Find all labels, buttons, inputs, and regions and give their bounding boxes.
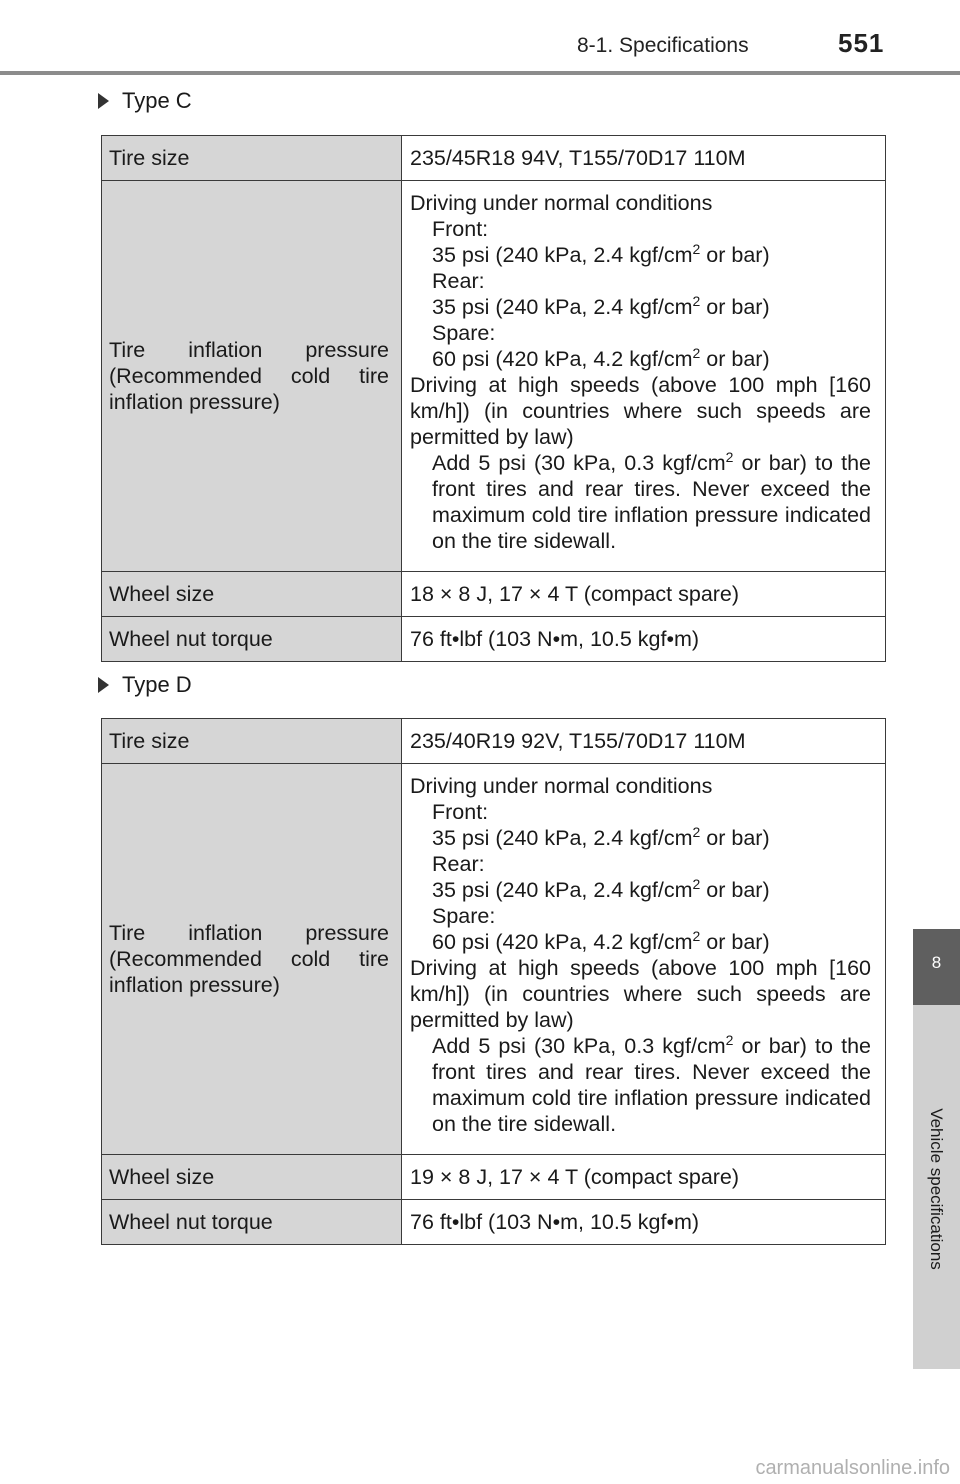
spare-value	[410, 346, 871, 372]
section-heading-text: Type C	[122, 88, 192, 113]
tire-size-label: Tire size	[102, 136, 402, 181]
table-row-wheel-size	[102, 1155, 886, 1200]
tire-size-label: Tire size	[102, 719, 402, 764]
tire-pressure-label: Tire inflation pressure (Recommended cold tire inflation pressure)	[102, 181, 402, 572]
high-speed-instruction	[410, 1033, 871, 1137]
spare-value-unit: or bar)	[700, 347, 770, 371]
rear-value	[410, 877, 871, 903]
spec-table-type-d	[101, 718, 886, 1245]
superscript: 2	[692, 240, 701, 257]
front-label: Front:	[432, 800, 489, 824]
normal-conditions-heading: Driving under normal conditions	[410, 191, 713, 215]
spare-value-text: 60 psi (420 kPa, 4.2 kgf/cm	[432, 930, 693, 954]
rear-label: Rear:	[432, 852, 485, 876]
front-value	[410, 825, 871, 851]
wheel-nut-torque-value: 76 ft•lbf (103 N•m, 10.5 kgf•m)	[402, 617, 886, 662]
spare-label: Spare:	[432, 904, 496, 928]
chapter-tab-top	[913, 929, 960, 1005]
section-heading-text: Type D	[122, 672, 192, 697]
rear-value-text: 35 psi (240 kPa, 2.4 kgf/cm	[432, 878, 693, 902]
superscript: 2	[692, 344, 701, 361]
chapter-side-tab	[913, 929, 960, 1369]
superscript: 2	[692, 875, 701, 892]
front-value	[410, 242, 871, 268]
spare-value-unit: or bar)	[700, 930, 770, 954]
add-text: Add 5 psi (30 kPa, 0.3 kgf/cm	[432, 451, 726, 475]
wheel-nut-torque-value: 76 ft•lbf (103 N•m, 10.5 kgf•m)	[402, 1200, 886, 1245]
site-watermark: carmanualsonline.info	[755, 1457, 950, 1479]
header-rule	[0, 71, 960, 75]
high-speed-text: Driving at high speeds (above 100 mph [160 km/h]) (in countries where such speeds are permitted by law)	[410, 956, 871, 1032]
superscript: 2	[692, 292, 701, 309]
tire-size-value: 235/40R19 92V, T155/70D17 110M	[402, 719, 886, 764]
chapter-label: Vehicle specifications	[927, 1108, 946, 1270]
rear-value-unit: or bar)	[700, 295, 770, 319]
spare-value-text: 60 psi (420 kPa, 4.2 kgf/cm	[432, 347, 693, 371]
table-row-tire-pressure	[102, 764, 886, 1155]
rear-label: Rear:	[432, 269, 485, 293]
spare-value	[410, 929, 871, 955]
normal-conditions-heading: Driving under normal conditions	[410, 774, 713, 798]
wheel-size-label: Wheel size	[102, 1155, 402, 1200]
superscript: 2	[692, 823, 701, 840]
tire-pressure-value	[402, 764, 886, 1155]
triangle-arrow-icon	[98, 677, 109, 693]
wheel-nut-torque-label: Wheel nut torque	[102, 617, 402, 662]
header-section-title: 8-1. Specifications	[577, 34, 749, 57]
front-value-unit: or bar)	[700, 826, 770, 850]
superscript: 2	[725, 1031, 734, 1048]
tire-pressure-label: Tire inflation pressure (Recommended cold tire inflation pressure)	[102, 764, 402, 1155]
tire-size-value: 235/45R18 94V, T155/70D17 110M	[402, 136, 886, 181]
rear-value-unit: or bar)	[700, 878, 770, 902]
rear-value-text: 35 psi (240 kPa, 2.4 kgf/cm	[432, 295, 693, 319]
table-row-tire-size	[102, 719, 886, 764]
page-number: 551	[838, 28, 885, 58]
high-speed-text: Driving at high speeds (above 100 mph [160 km/h]) (in countries where such speeds are permitted by law)	[410, 373, 871, 449]
superscript: 2	[692, 927, 701, 944]
add-text-rest: or bar) to the front tires and rear tires. Never exceed the maximum cold tire inflation pressure indicated on the tire sidewall.	[432, 1034, 871, 1136]
wheel-nut-torque-label: Wheel nut torque	[102, 1200, 402, 1245]
table-row-wheel-size	[102, 572, 886, 617]
front-value-unit: or bar)	[700, 243, 770, 267]
table-row-tire-pressure	[102, 181, 886, 572]
triangle-arrow-icon	[98, 93, 109, 109]
front-label: Front:	[432, 217, 489, 241]
section-heading-type-d	[98, 672, 192, 698]
table-row-wheel-nut-torque	[102, 617, 886, 662]
section-heading-type-c	[98, 88, 192, 114]
wheel-size-label: Wheel size	[102, 572, 402, 617]
add-text-rest: or bar) to the front tires and rear tires. Never exceed the maximum cold tire inflation pressure indicated on the tire sidewall.	[432, 451, 871, 553]
rear-value	[410, 294, 871, 320]
chapter-tab-body	[913, 1005, 960, 1369]
wheel-size-value: 18 × 8 J, 17 × 4 T (compact spare)	[402, 572, 886, 617]
superscript: 2	[725, 448, 734, 465]
spare-label: Spare:	[432, 321, 496, 345]
chapter-number: 8	[931, 953, 942, 972]
front-value-text: 35 psi (240 kPa, 2.4 kgf/cm	[432, 826, 693, 850]
table-row-wheel-nut-torque	[102, 1200, 886, 1245]
high-speed-instruction	[410, 450, 871, 554]
add-text: Add 5 psi (30 kPa, 0.3 kgf/cm	[432, 1034, 726, 1058]
tire-pressure-value	[402, 181, 886, 572]
table-row-tire-size	[102, 136, 886, 181]
front-value-text: 35 psi (240 kPa, 2.4 kgf/cm	[432, 243, 693, 267]
wheel-size-value: 19 × 8 J, 17 × 4 T (compact spare)	[402, 1155, 886, 1200]
spec-table-type-c	[101, 135, 886, 662]
